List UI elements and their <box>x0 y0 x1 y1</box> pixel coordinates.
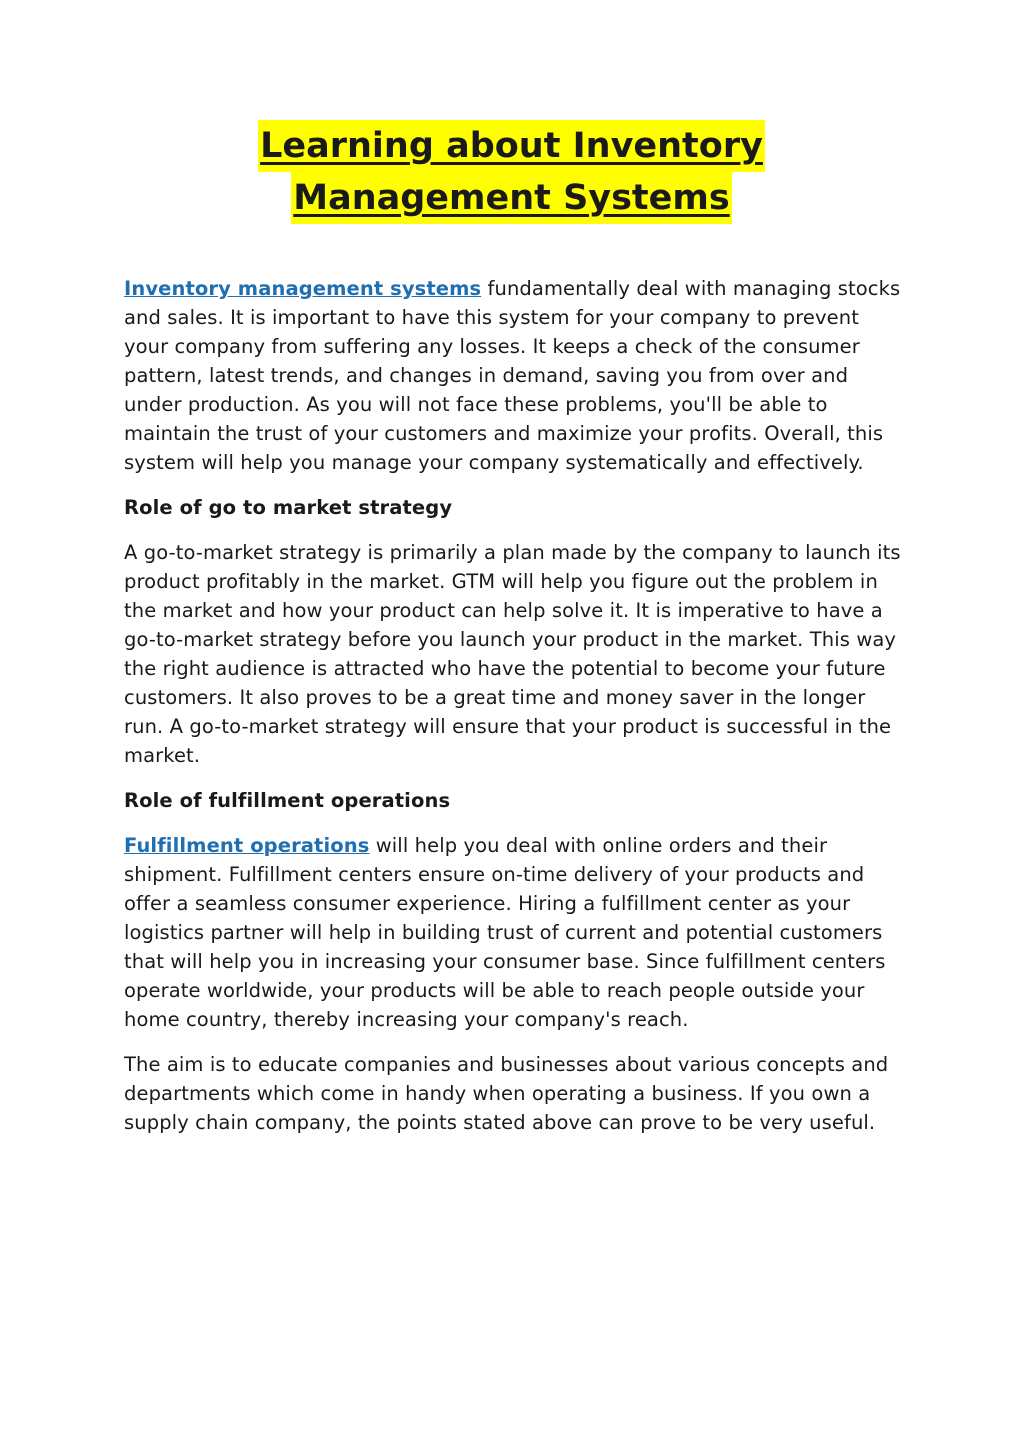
intro-paragraph <box>124 274 904 477</box>
title-line-1: Learning about Inventory <box>258 120 765 172</box>
fulfillment-heading: Role of fulfillment operations <box>124 789 451 812</box>
fulfillment-text: will help you deal with online orders and their shipment. Fulfillment centers ensure on-time delivery of your products and offer a seamless consumer experience. Hiring a fulfillment center as your logistics partner will help in building trust of current and potential customers that will help you in increasing your consumer base. Since fulfillment centers operate worldwide, your products will be able to reach people outside your home country, thereby increasing your company's reach. <box>124 834 886 1031</box>
gtm-heading: Role of go to market strategy <box>124 496 453 519</box>
page-title <box>124 120 899 224</box>
intro-text: fundamentally deal with managing stocks and sales. It is important to have this system for your company to prevent your company from suffering any losses. It keeps a check of the consumer pattern, latest trends, and changes in demand, saving you from over and under production. As you will not face these problems, you'll be able to maintain the trust of your customers and maximize your profits. Overall, this system will help you manage your company systematically and effectively. <box>124 277 901 474</box>
document-body <box>124 274 904 1153</box>
title-line-2: Management Systems <box>291 172 731 224</box>
conclusion-paragraph: The aim is to educate companies and businesses about various concepts and departments which come in handy when operating a business. If you own a supply chain company, the points stated above can prove to be very useful. <box>124 1053 889 1134</box>
gtm-paragraph: A go-to-market strategy is primarily a plan made by the company to launch its product profitably in the market. GTM will help you figure out the problem in the market and how your product can help solve it. It is imperative to have a go-to-market strategy before you launch your product in the market. This way the right audience is attracted who have the potential to become your future customers. It also proves to be a great time and money saver in the longer run. A go-to-market strategy will ensure that your product is successful in the market. <box>124 541 901 767</box>
fulfillment-operations-link[interactable]: Fulfillment operations <box>124 834 370 857</box>
fulfillment-paragraph <box>124 831 904 1034</box>
inventory-management-link[interactable]: Inventory management systems <box>124 277 482 300</box>
